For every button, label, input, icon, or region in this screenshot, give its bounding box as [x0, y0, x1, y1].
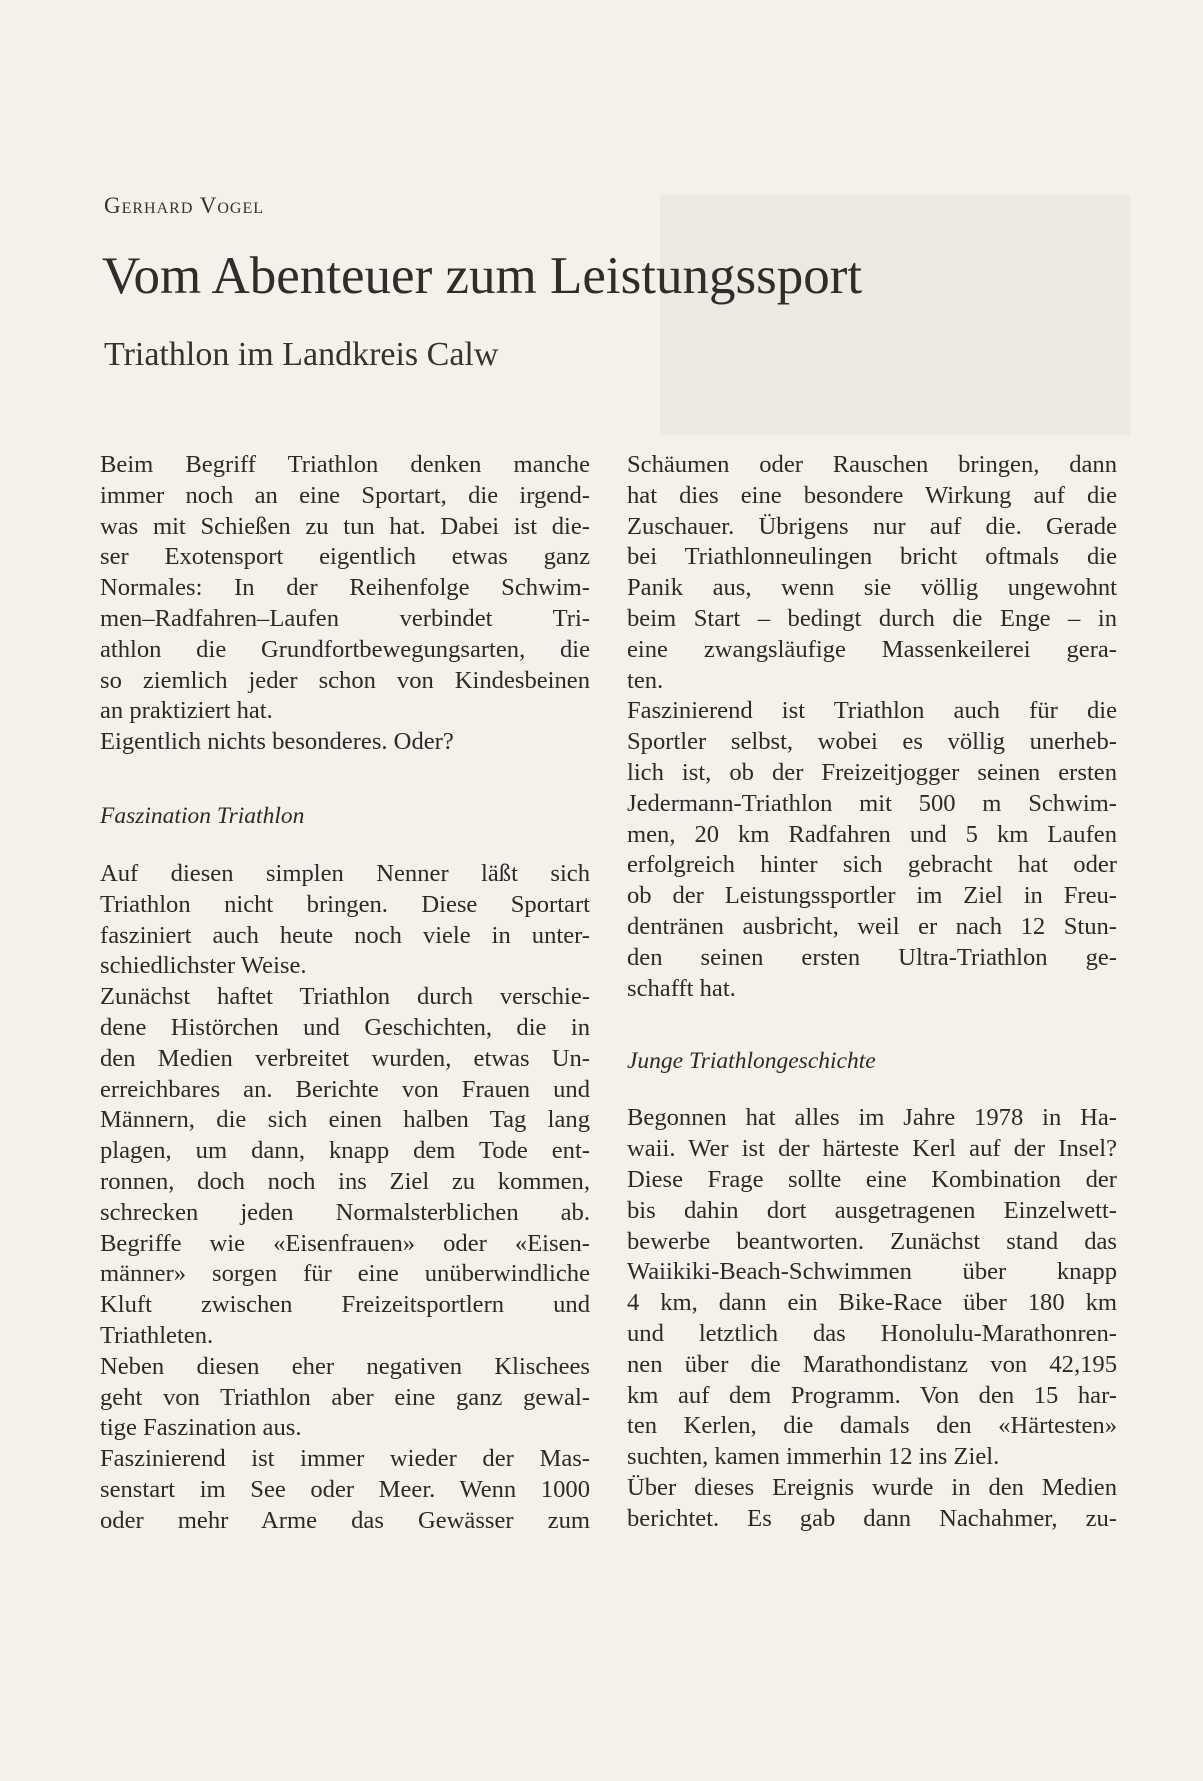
- text-line: dentränen ausbricht, weil er nach 12 Stun-: [627, 912, 1117, 940]
- bleed-through-shadow: [660, 195, 1130, 435]
- paragraph: [100, 982, 590, 1352]
- text-line: Normales: In der Reihenfolge Schwim-: [100, 574, 590, 602]
- text-line: schrecken jeden Normalsterblichen ab.: [100, 1198, 590, 1226]
- text-line: waii. Wer ist der härteste Kerl auf der Insel?: [627, 1135, 1117, 1163]
- text-line: Beim Begriff Triathlon denken manche: [100, 451, 590, 478]
- text-line: nen über die Marathondistanz von 42,195: [627, 1350, 1117, 1378]
- text-line: Sportler selbst, wobei es völlig unerheb-: [627, 728, 1117, 756]
- text-line: bewerbe beantworten. Zunächst stand das: [627, 1227, 1117, 1255]
- paragraph: [627, 696, 1117, 1004]
- text-line: plagen, um dann, knapp dem Tode ent-: [100, 1137, 590, 1165]
- intro-closing: [100, 727, 590, 758]
- text-line: eine zwangsläufige Massenkeilerei gera-: [627, 635, 1117, 663]
- text-line: suchten, kamen immerhin 12 ins Ziel.: [627, 1443, 1000, 1471]
- text-line: fasziniert auch heute noch viele in unter-: [100, 921, 590, 949]
- text-line: Waiikiki-Beach-Schwimmen über knapp: [627, 1258, 1117, 1286]
- text-line: berichtet. Es gab dann Nachahmer, zu-: [627, 1504, 1117, 1532]
- text-line: Schäumen oder Rauschen bringen, dann: [627, 451, 1117, 478]
- right-column: [627, 450, 1117, 1535]
- text-line: an praktiziert hat.: [100, 697, 273, 725]
- text-line: hat dies eine besondere Wirkung auf die: [627, 481, 1117, 509]
- text-line: km auf dem Programm. Von den 15 har-: [627, 1381, 1117, 1409]
- text-line: Faszinierend ist immer wieder der Mas-: [100, 1445, 590, 1473]
- text-line: Panik aus, wenn sie völlig ungewohnt: [627, 574, 1117, 602]
- text-line: Diese Frage sollte eine Kombination der: [627, 1165, 1117, 1193]
- text-line: men–Radfahren–Laufen verbindet Tri-: [100, 604, 590, 632]
- text-line: ten.: [627, 666, 664, 694]
- text-line: Eigentlich nichts besonderes. Oder?: [100, 728, 454, 756]
- text-line: erfolgreich hinter sich gebracht hat oder: [627, 851, 1117, 879]
- text-line: Über dieses Ereignis wurde in den Medien: [627, 1473, 1117, 1501]
- left-column: [100, 450, 590, 1537]
- text-line: schiedlichster Weise.: [100, 952, 307, 980]
- text-line: schafft hat.: [627, 974, 736, 1002]
- paragraph: [100, 1444, 590, 1536]
- text-line: männer» sorgen für eine unüberwindliche: [100, 1260, 590, 1288]
- paragraph: [627, 1473, 1117, 1535]
- text-line: Begonnen hat alles im Jahre 1978 in Ha-: [627, 1104, 1117, 1132]
- article-title: Vom Abenteuer zum Leistungssport: [102, 247, 863, 305]
- text-line: geht von Triathlon aber eine ganz gewal-: [100, 1383, 590, 1411]
- paragraph: [100, 859, 590, 982]
- text-line: Triathleten.: [100, 1321, 214, 1349]
- text-line: tige Faszination aus.: [100, 1414, 302, 1442]
- text-line: Männern, die sich einen halben Tag lang: [100, 1106, 590, 1134]
- paragraph: [100, 1352, 590, 1444]
- article-subtitle: Triathlon im Landkreis Calw: [104, 336, 499, 373]
- text-line: was mit Schießen zu tun hat. Dabei ist die-: [100, 512, 590, 540]
- intro-paragraph: [100, 450, 590, 727]
- text-line: den seinen ersten Ultra-Triathlon ge-: [627, 943, 1117, 971]
- text-line: so ziemlich jeder schon von Kindesbeinen: [100, 666, 590, 694]
- paragraph: [627, 450, 1117, 696]
- text-line: ob der Leistungssportler im Ziel in Freu-: [627, 882, 1117, 910]
- text-line: lich ist, ob der Freizeitjogger seinen ersten: [627, 758, 1117, 786]
- paragraph: [627, 1103, 1117, 1473]
- text-line: den Medien verbreitet wurden, etwas Un-: [100, 1044, 590, 1072]
- text-line: senstart im See oder Meer. Wenn 1000: [100, 1475, 590, 1503]
- text-line: Faszinierend ist Triathlon auch für die: [627, 697, 1117, 725]
- text-line: bis dahin dort ausgetragenen Einzelwett-: [627, 1196, 1117, 1224]
- text-line: dene Histörchen und Geschichten, die in: [100, 1013, 590, 1041]
- text-line: Zunächst haftet Triathlon durch verschie-: [100, 983, 590, 1011]
- text-line: Auf diesen simplen Nenner läßt sich: [100, 859, 590, 887]
- section-heading-geschichte: Junge Triathlongeschichte: [627, 1048, 876, 1075]
- text-line: athlon die Grundfortbewegungsarten, die: [100, 635, 590, 663]
- text-line: Begriffe wie «Eisenfrauen» oder «Eisen-: [100, 1229, 590, 1257]
- text-line: ronnen, doch noch ins Ziel zu kommen,: [100, 1167, 590, 1195]
- text-line: ser Exotensport eigentlich etwas ganz: [100, 543, 590, 571]
- author-name: Gerhard Vogel: [104, 193, 264, 218]
- text-line: erreichbares an. Berichte von Frauen und: [100, 1075, 590, 1103]
- text-line: Neben diesen eher negativen Klischees: [100, 1352, 590, 1380]
- text-line: ten Kerlen, die damals den «Härtesten»: [627, 1412, 1117, 1440]
- text-line: Kluft zwischen Freizeitsportlern und: [100, 1291, 590, 1319]
- text-line: beim Start – bedingt durch die Enge – in: [627, 604, 1117, 632]
- text-line: Jedermann-Triathlon mit 500 m Schwim-: [627, 789, 1117, 817]
- text-line: men, 20 km Radfahren und 5 km Laufen: [627, 820, 1117, 848]
- text-line: Triathlon nicht bringen. Diese Sportart: [100, 890, 590, 918]
- section-heading-faszination: Faszination Triathlon: [100, 802, 305, 829]
- text-line: 4 km, dann ein Bike-Race über 180 km: [627, 1289, 1117, 1317]
- text-line: und letztlich das Honolulu-Marathonren-: [627, 1319, 1117, 1347]
- text-line: bei Triathlonneulingen bricht oftmals die: [627, 543, 1117, 571]
- text-line: immer noch an eine Sportart, die irgend-: [100, 481, 590, 509]
- text-line: oder mehr Arme das Gewässer zum: [100, 1506, 590, 1534]
- text-line: Zuschauer. Übrigens nur auf die. Gerade: [627, 512, 1117, 540]
